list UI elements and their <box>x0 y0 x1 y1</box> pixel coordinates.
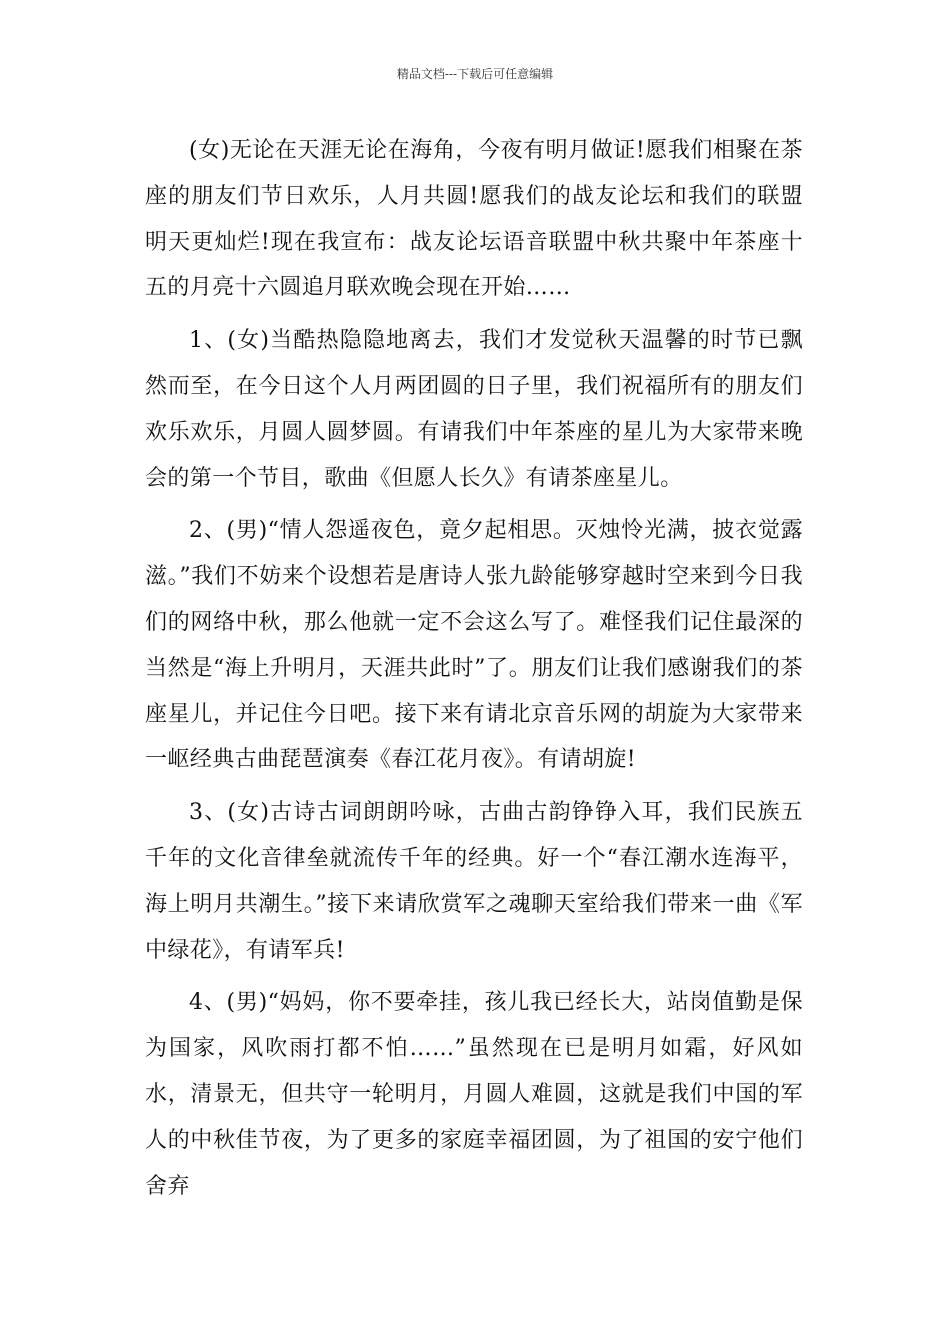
paragraph-item-1: 1、(女)当酷热隐隐地离去，我们才发觉秋天温馨的时节已飘然而至，在今日这个人月两团圆的日子里，我们祝福所有的朋友们欢乐欢乐，月圆人圆梦圆。有请我们中年茶座的星儿为大家带来晚会的第一个节目，歌曲《但愿人长久》有请茶座星儿。 <box>145 328 803 491</box>
paragraph-item-2: 2、(男)“情人怨遥夜色，竟夕起相思。灭烛怜光满，披衣觉露滋。”我们不妨来个设想若是唐诗人张九龄能够穿越时空来到今日我们的网络中秋，那么他就一定不会这么写了。难怪我们记住最深的当然是“海上升明月，天涯共此时”了。朋友们让我们感谢我们的茶座星儿，并记住今日吧。接下来有请北京音乐网的胡旋为大家带来一岖经典古曲琵琶演奏《春江花月夜》。有请胡旋! <box>145 518 803 773</box>
paragraph-opening: (女)无论在天涯无论在海角，今夜有明月做证!愿我们相聚在茶座的朋友们节日欢乐，人月共圆!愿我们的战友论坛和我们的联盟明天更灿烂!现在我宣布：战友论坛语音联盟中秋共聚中年茶座十五的月亮十六圆追月联欢晚会现在开始…… <box>145 138 803 301</box>
paragraph-item-3: 3、(女)古诗古词朗朗吟咏，古曲古韵铮铮入耳，我们民族五千年的文化音律垒就流传千年的经典。好一个“春江潮水连海平，海上明月共潮生。”接下来请欣赏军之魂聊天室给我们带来一曲《军中绿花》，有请军兵! <box>145 800 803 963</box>
document-body <box>145 128 803 1216</box>
page-header: 精品文档---下载后可任意编辑 <box>396 67 554 81</box>
paragraph-item-4: 4、(男)“妈妈，你不要牵挂，孩儿我已经长大，站岗值勤是保为国家，风吹雨打都不怕……”虽然现在已是明月如霜，好风如水，清景无，但共守一轮明月，月圆人难圆，这就是我们中国的军人的中秋佳节夜，为了更多的家庭幸福团圆，为了祖国的安宁他们舍弃 <box>145 990 803 1199</box>
